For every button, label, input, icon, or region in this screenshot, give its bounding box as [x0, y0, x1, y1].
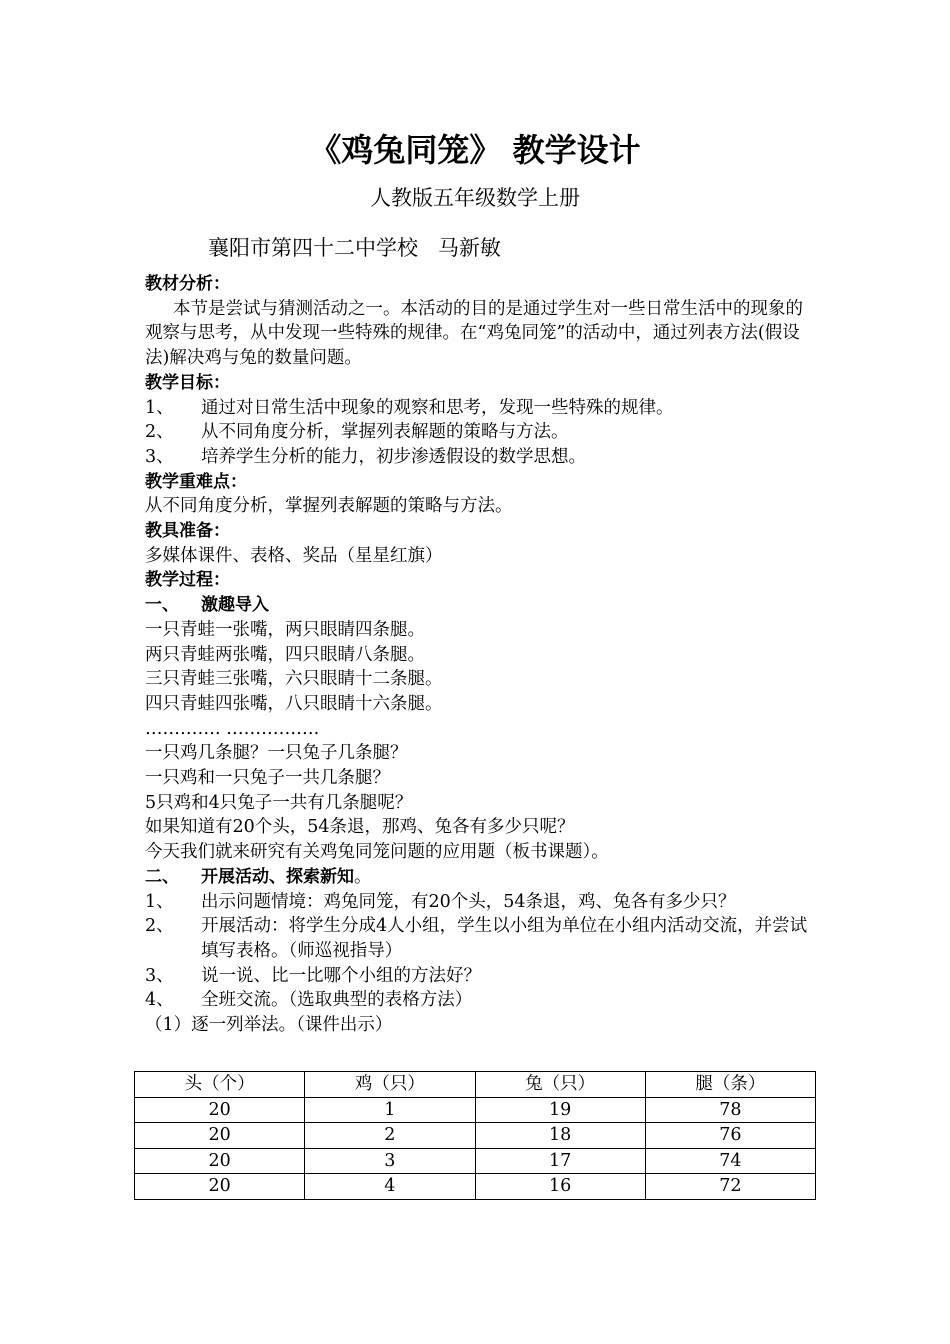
table-cell: 78 [645, 1097, 815, 1123]
goal-item [145, 445, 810, 470]
goal-text: 从不同角度分析，掌握列表解题的策略与方法。 [201, 422, 569, 443]
goal-number: 2、 [145, 422, 174, 443]
key-text: 从不同角度分析，掌握列表解题的策略与方法。 [145, 496, 513, 517]
part2-item-text: 全班交流。（选取典型的表格方法） [201, 990, 473, 1011]
document-subtitle: 人教版五年级数学上册 [370, 186, 580, 210]
table-header-cell: 头（个） [135, 1072, 305, 1098]
table-row [135, 1174, 816, 1200]
part1-line: 三只青蛙三张嘴，六只眼睛十二条腿。 [145, 669, 443, 690]
table-cell: 16 [475, 1174, 645, 1200]
part2-item [145, 914, 810, 963]
goal-text: 培养学生分析的能力，初步渗透假设的数学思想。 [201, 446, 586, 467]
part1-title: 激趣导入 [201, 595, 269, 616]
goal-item [145, 420, 810, 445]
enumeration-table [134, 1071, 816, 1200]
goal-item [145, 396, 810, 421]
table-cell: 1 [305, 1097, 475, 1123]
document-title: 《鸡兔同笼》 教学设计 [309, 131, 641, 169]
part2-item-number: 3、 [145, 965, 174, 986]
goal-number: 3、 [145, 446, 174, 467]
part1-line: 一只鸡几条腿？一只兔子几条腿？ [145, 743, 408, 764]
part2-item [145, 988, 810, 1013]
table-header-cell: 兔（只） [475, 1072, 645, 1098]
part2-item-text: 说一说、比一比哪个小组的方法好？ [201, 965, 481, 986]
part1-line: 5只鸡和4只兔子一共有几条腿呢？ [145, 792, 413, 813]
goal-number: 1、 [145, 397, 174, 418]
part2-title: 开展活动、探索新知 [201, 866, 354, 887]
author-line: 襄阳市第四十二中学校 马新敏 [208, 236, 502, 260]
table-cell: 20 [135, 1123, 305, 1149]
part2-item [145, 964, 810, 989]
table-cell: 17 [475, 1148, 645, 1174]
goal-text: 通过对日常生活中现象的观察和思考，发现一些特殊的规律。 [201, 397, 674, 418]
part2-item-text: 开展活动：将学生分成4人小组，学生以小组为单位在小组内活动交流，并尝试填写表格。（师巡视指导） [201, 916, 808, 961]
part1-number: 一、 [145, 595, 179, 616]
part1-line: 两只青蛙两张嘴，四只眼睛八条腿。 [145, 644, 425, 665]
part2-item-number: 1、 [145, 891, 174, 912]
part2-number: 二、 [145, 866, 179, 887]
table-header-cell: 腿（条） [645, 1072, 815, 1098]
goals-heading: 教学目标： [145, 372, 230, 393]
table-header-cell: 鸡（只） [305, 1072, 475, 1098]
table-cell: 74 [645, 1148, 815, 1174]
tools-text: 多媒体课件、表格、奖品（星星红旗） [145, 545, 443, 566]
part2-item-text: 出示问题情境：鸡兔同笼，有20个头，54条退，鸡、兔各有多少只？ [201, 891, 736, 912]
part2-item-number: 2、 [145, 916, 174, 937]
table-cell: 72 [645, 1174, 815, 1200]
table-cell: 20 [135, 1148, 305, 1174]
part2-item [145, 890, 810, 915]
table-row [135, 1097, 816, 1123]
key-heading: 教学重难点： [145, 471, 247, 492]
table-cell: 20 [135, 1174, 305, 1200]
part1-line: …………. ……………. [145, 718, 320, 739]
method-label: （1）逐一列举法。（课件出示） [145, 1015, 393, 1036]
part2-item-number: 4、 [145, 990, 174, 1011]
table-cell: 19 [475, 1097, 645, 1123]
table-cell: 76 [645, 1123, 815, 1149]
process-heading: 教学过程： [145, 570, 230, 591]
table-cell: 18 [475, 1123, 645, 1149]
table-header-row [135, 1072, 816, 1098]
material-text: 本节是尝试与猜测活动之一。本活动的目的是通过学生对一些日常生活中的现象的观察与思考，从中发现一些特殊的规律。在“鸡兔同笼”的活动中，通过列表方法(假设法)解决鸡与兔的数量问题。 [145, 298, 803, 369]
tools-heading: 教具准备： [145, 521, 230, 542]
table-cell: 20 [135, 1097, 305, 1123]
table-cell: 4 [305, 1174, 475, 1200]
document-body [145, 272, 810, 1038]
table-row [135, 1148, 816, 1174]
part2-heading [145, 865, 810, 890]
part1-line: 一只青蛙一张嘴，两只眼睛四条腿。 [145, 619, 425, 640]
part1-line: 如果知道有20个头，54条退，那鸡、兔各有多少只呢？ [145, 817, 575, 838]
table-row [135, 1123, 816, 1149]
material-heading: 教材分析： [145, 274, 230, 294]
part1-heading [145, 593, 810, 618]
table-cell: 2 [305, 1123, 475, 1149]
part1-line: 四只青蛙四张嘴，八只眼睛十六条腿。 [145, 693, 443, 714]
table-cell: 3 [305, 1148, 475, 1174]
part1-line: 一只鸡和一只兔子一共几条腿？ [145, 768, 390, 789]
part2-suffix: 。 [354, 866, 372, 887]
part1-line: 今天我们就来研究有关鸡兔同笼问题的应用题（板书课题）。 [145, 842, 609, 863]
